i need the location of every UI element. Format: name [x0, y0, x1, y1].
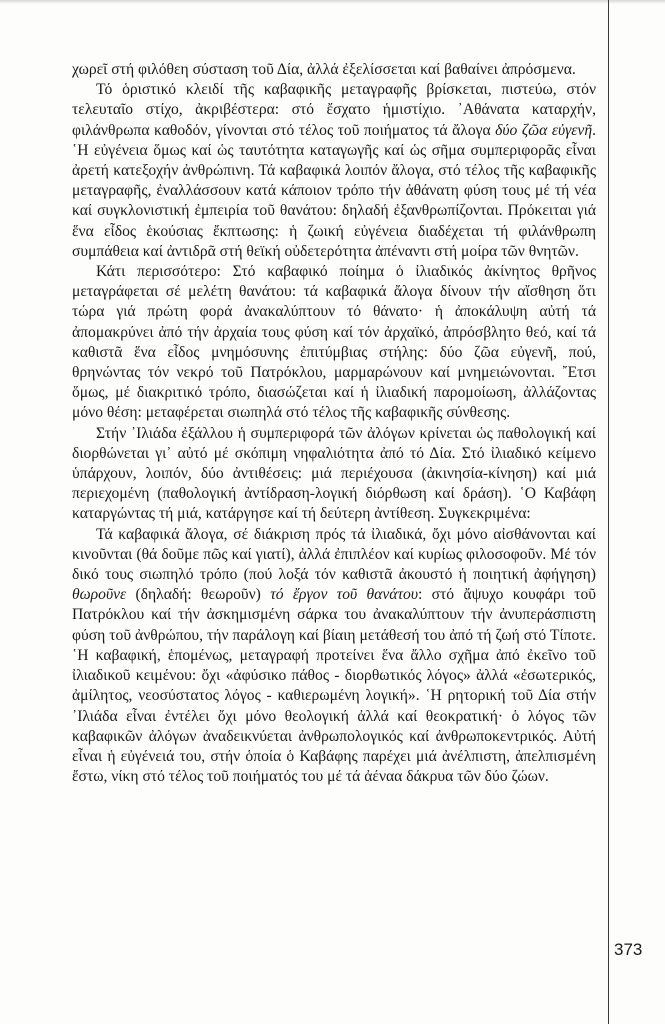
paragraph-1: χωρεῖ στή φιλόθεη σύσταση τοῦ Δία, ἀλλά ἐξελίσσεται καί βαθαίνει ἀπρόσμενα.: [72, 61, 576, 78]
paragraph-4: Στήν ᾿Ιλιάδα ἐξάλλου ἡ συμπεριφορά τῶν ἀλόγων κρίνεται ὡς παθολογική καί διορθώνεται γι᾿ αὐτό μέ σκόπιμη νηφαλιότητα ἀπό τό Δία. Στό ἰλιαδικό κείμενο ὑπάρχουν, λοιπόν, δύο ἀντιθέσεις: μιά περιέχουσα (ἀκινησία-κίνηση) καί μιά περιεχομένη (παθολογική ἀντίδραση-λογική διόρθωση καί δράση). ῾Ο Καβάφη καταργώντας τή μιά, κατάργησε καί τή δεύτερη ἀντίθεση. Συγκεκριμένα:: [72, 424, 596, 523]
body-text: [72, 60, 596, 787]
paragraph-2-part-1: Τό ὁριστικό κλειδί τῆς καβαφικῆς μεταγραφῆς βρίσκεται, πιστεύω, στόν τελευταῖο στίχο, ἀκριβέστερα: στό ἔσχατο ἡμιστίχιο. ᾿Αθάνατα καταρχήν, φιλάνθρωπα καθοδόν, γίνονται στό τέλος τοῦ ποιήματος τά ἄλογα: [72, 81, 596, 139]
page-number: 373: [614, 940, 643, 959]
page-top-edge: [0, 0, 665, 4]
paragraph-5-part-3: (δηλαδή: θεωροῦν): [126, 586, 271, 604]
paragraph-2-part-3: . ῾Η εὐγένεια ὅμως καί ὡς ταυτότητα καταγωγῆς καί ὡς σῆμα συμπεριφορᾶς εἶναι ἀρετή κατεξοχήν ἀνθρώπινη. Τά καβαφικά λοιπόν ἄλογα, στό τέλος τῆς καβαφικῆς μεταγραφῆς, ἐναλλάσσουν κατά κάποιον τρόπο τήν ἀθάνατη φύση τους μέ τή νέα καί συγκλονιστική ἐμπειρία τοῦ θανάτου: δηλαδή ἐξανθρωπίζονται. Πρόκειται γιά ἕνα εἶδος ἑκούσιας ἔκπτωσης: ἡ ζωική εὐγένεια διαδέχεται τή φιλάνθρωπη συμπάθεια καί ἀντιδρᾶ στή θεϊκή οὐδετερότητα ἀπέναντι στή μοίρα τῶν θνητῶν.: [72, 121, 596, 260]
paragraph-3: Κάτι περισσότερο: Στό καβαφικό ποίημα ὁ ἰλιαδικός ἀκίνητος θρῆνος μεταγράφεται σέ μελέτη θανάτου: τά καβαφικά ἄλογα δίνουν τήν αἴσθηση ὅτι τώρα γιά πρώτη φορά ἀνακαλύπτουν τό θάνατο· ἡ ἀποκάλυψη αὐτή τά ἀπομακρύνει ἀπό τήν ἀρχαία τους φύση καί τόν ἀρχαϊκό, ἀπρόσβλητο θεό, καί τά καθιστᾶ ἕνα εἶδος μνημόσυνης ἐπιτύμβιας στήλης: δύο ζῶα εὐγενῆ, πού, θρηνώντας τόν νεκρό τοῦ Πατρόκλου, μαρμαρώνουν καί μνημειώνονται. ῎Ετσι ὅμως, μέ διακριτικό τρόπο, διασώζεται καί ἡ ἰλιαδική παρομοίωση, ἀλλάζοντας μόνο θέση: μεταφέρεται σιωπηλά στό τέλος τῆς καβαφικῆς σύνθεσης.: [72, 263, 596, 422]
paragraph-2: [72, 80, 596, 262]
margin-rule: [608, 0, 609, 1024]
paragraph-5-italic-ergon: τό ἔργον τοῦ θανάτου: [270, 586, 418, 604]
paragraph-5: [72, 525, 596, 788]
paragraph-5-italic-thorune: θωροῦνε: [72, 586, 127, 604]
paragraph-2-italic-phrase: δύο ζῶα εὐγενῆ: [495, 121, 593, 139]
paragraph-5-part-1: Τά καβαφικά ἄλογα, σέ διάκριση πρός τά ἰλιαδικά, ὄχι μόνο αἰσθάνονται καί κινοῦνται (θά δοῦμε πῶς καί γιατί), ἀλλά ἐπιπλέον καί κυρίως φιλοσοφοῦν. Μέ τόν δικό τους σιωπηλό τρόπο (πού λοξά τόν καθιστᾶ ἀκουστό ἡ ποιητική ἀφήγηση): [72, 525, 596, 584]
paragraph-5-part-5: : στό ἄψυχο κουφάρι τοῦ Πατρόκλου καί τήν ἀσκημισμένη σάρκα του ἀνακαλύπτουν τήν ἀνυπεράσπιστη φύση τοῦ ἀνθρώπου, τήν παράλογη καί βίαιη μετάθεσή του ἀπό τή ζωή στό Τίποτε. ῾Η καβαφική, ἑπομένως, μεταγραφή προτείνει ἕνα ἄλλο σχῆμα ἀπό ἐκεῖνο τοῦ ἰλιαδικοῦ κειμένου: ὄχι «ἀφύσικο πάθος - διορθωτικός λόγος» ἀλλά «ἐσωτερικός, ἀμίλητος, νεοσύστατος λόγος - καθιερωμένη λογική». ῾Η ρητορική τοῦ Δία στήν ᾿Ιλιάδα εἶναι ἐντέλει ὄχι μόνο θεολογική ἀλλά καί θεοκρατική· ὁ λόγος τῶν καβαφικῶν ἀλόγων ἀναδεικνύεται ἀνθρωπολογικός καί ἀνθρωποκεντρικός. Αὐτή εἶναι ἡ εὐγένειά του, στήν ὁποία ὁ Καβάφης παρέχει μιά ἀνέλπιστη, ἀπελπισμένη ἔστω, νίκη στό τέλος τοῦ ποιήματός του μέ τά ἀέναα δάκρυα τῶν δύο ζώων.: [72, 586, 597, 786]
